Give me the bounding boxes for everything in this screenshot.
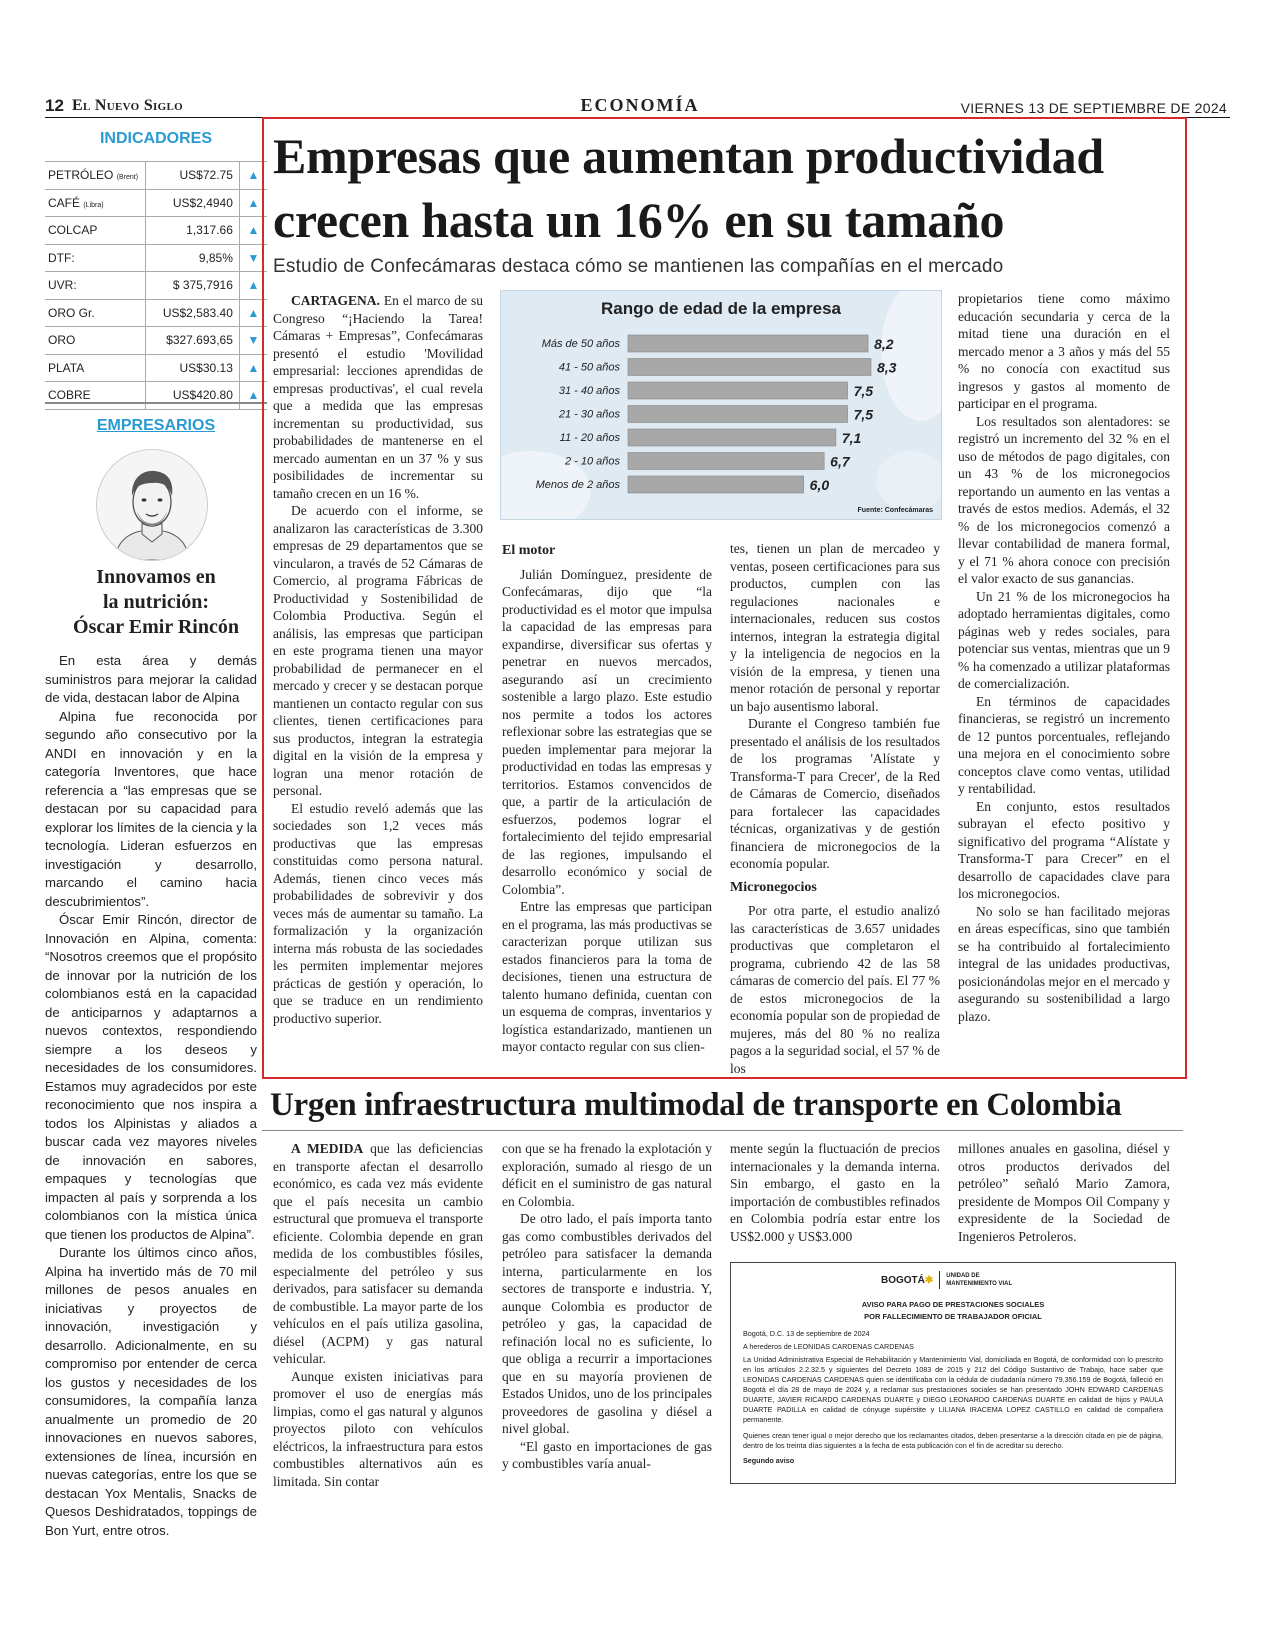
- profile-headline-line3: Óscar Emir Rincón: [73, 616, 239, 638]
- chart-bar: [628, 382, 848, 399]
- article-paragraph: En el marco de su Congreso “¡Haciendo la Tarea! Cámaras + Empresas”, Confecámaras presentó el estudio 'Movilidad empresarial: lecciones aprendidas de empresas productivas', el cual revela que a medida que las empresas incrementan su productividad, sus probabilidades de mantenerse en el mercado aumentan en un 37 % y sus posibilidades de incrementar su tamaño crecen en un 16 %.: [273, 293, 484, 501]
- chart-value-label: 8,3: [877, 359, 897, 376]
- chart-value-label: 8,2: [874, 336, 894, 352]
- article-paragraph: En términos de capacidades financieras, se registró un incremento de 12 puntos porcentuales, reflejando una mejora en el conocimiento sobre conceptos clave como ventas, utilidad y rentabilidad.: [958, 693, 1170, 796]
- chart-category-label: 21 - 30 años: [558, 408, 620, 421]
- indicator-row: [45, 161, 267, 189]
- indicator-qualifier: (Brent): [116, 174, 139, 182]
- notice-footer: Quienes crean tener igual o mejor derecho que los reclamantes citados, deben presentarse a la dirección citada en pie de página, dentro de los treinta días siguientes a la fecha de esta publicación con el fin de acreditar su derecho.: [743, 1431, 1163, 1450]
- chart-source: Fuente: Confecámaras: [857, 507, 933, 514]
- chart-value-label: 7,5: [853, 383, 874, 399]
- headline-line1: Empresas que aumentan productividad: [273, 128, 1104, 184]
- second-dateline: A MEDIDA: [291, 1141, 364, 1156]
- indicator-row: [45, 216, 267, 244]
- chart-category-label: 2 - 10 años: [564, 455, 620, 468]
- profile-avatar: [96, 449, 208, 561]
- article-paragraph: tes, tienen un plan de mercadeo y ventas, poseen certificaciones para sus productos, cumplen con las regulaciones nacionales e internacionales, reducen sus costos internos, integran la estrategia digital y la inteligencia de negocios en la visión de la empresa, y tienen una menor rotación de personal y reportar un bajo ausentismo laboral.: [730, 541, 940, 714]
- indicator-value: US$2,583.40: [145, 300, 240, 327]
- article-paragraph: “El gasto en importaciones de gas y combustibles varía anual-: [502, 1438, 712, 1471]
- arrow-down-icon: ▼: [247, 250, 260, 265]
- indicator-row: [45, 271, 267, 299]
- article-deck: Estudio de Confecámaras destaca cómo se mantienen las compañías en el mercado: [273, 256, 1004, 277]
- newspaper-name: El Nuevo Siglo: [72, 97, 183, 114]
- indicator-row: [45, 326, 267, 354]
- chart-bar: [628, 476, 804, 493]
- article-paragraph: De acuerdo con el informe, se analizaron las características de 3.300 empresas de 29 departamentos que se vincularon, a través de 52 Cámaras de Comercio, al programa Fábricas de Productividad y Sostenibilidad de Colombia Productiva. Según el análisis, las empresas que participan en este programa tienen una mayor probabilidad de permanecer en el mercado y crecer y se destacan porque mantienen un contacto regular con sus clientes, tienen certificaciones para sus productos, integran la estrategia digital en la visión de la empresa y logran una menor rotación de personal.: [273, 503, 483, 798]
- legal-notice: [730, 1262, 1176, 1484]
- article-paragraph: El estudio reveló además que las sociedades son 1,2 veces más productivas que las empresas constituidas como persona natural. Además, tienen cinco veces más probabilidades de sobrevivir y dos veces más de aumentar su tamaño. La formalización y la organización interna más robusta de las sociedades les permiten implementar mejores prácticas de gestión y operación, lo que se traduce en un rendimiento productivo superior.: [273, 800, 483, 1026]
- arrow-up-icon: ▲: [247, 195, 260, 210]
- indicator-value: $ 375,7916: [145, 272, 240, 299]
- indicator-name: COLCAP: [48, 223, 98, 238]
- headline-line2: crecen hasta un 16% en su tamaño: [273, 192, 1005, 248]
- chart-category-label: 11 - 20 años: [559, 432, 620, 444]
- second-article-headline: Urgen infraestructura multimodal de transporte en Colombia: [270, 1087, 1122, 1123]
- chart-bar: [628, 406, 848, 423]
- chart-category-label: Menos de 2 años: [535, 479, 620, 491]
- arrow-up-icon: ▲: [247, 360, 260, 375]
- arrow-up-icon: ▲: [247, 168, 260, 183]
- section-title: ECONOMÍA: [580, 95, 700, 115]
- chart-category-label: Más de 50 años: [541, 338, 620, 350]
- article-paragraph: propietarios tiene como máximo educación secundaria y cerca de la mitad tiene una duración en el mercado menor a 3 años y más del 55 % no conocía con exactitud sus ingresos y gastos al momento de participar en el programa.: [958, 291, 1170, 411]
- subhead-motor: El motor: [502, 543, 556, 558]
- profile-paragraph: En esta área y demás suministros para mejorar la calidad de vida, destacan labor de Alpina: [45, 653, 257, 705]
- age-range-chart: [500, 290, 942, 520]
- indicator-name: COBRE: [48, 388, 91, 403]
- second-article-rule: [262, 1130, 1183, 1131]
- chart-value-label: 6,0: [809, 477, 830, 493]
- arrow-up-icon: ▲: [247, 305, 260, 320]
- article-paragraph: Aunque existen iniciativas para promover el uso de energías más limpias, como el gas natural y algunos proyectos piloto con vehículos eléctricos, la infraestructura para estos combustibles alternativos aún es limitada. Sin contar: [273, 1368, 483, 1489]
- profile-headline-line1: Innovamos en: [96, 566, 216, 588]
- chart-category-label: 41 - 50 años: [558, 361, 620, 374]
- indicators-table: [45, 161, 267, 410]
- dateline: CARTAGENA.: [291, 293, 380, 308]
- indicator-value: US$2,4940: [145, 190, 240, 217]
- profile-body: [45, 652, 257, 1540]
- indicator-name: ORO: [48, 333, 76, 348]
- notice-second: Segundo aviso: [743, 1456, 795, 1465]
- chart-bar: [628, 453, 824, 470]
- chart-bar: [628, 429, 836, 446]
- second-article-column-4: [958, 1140, 1170, 1245]
- unit-name: UNIDAD DE MANTENIMIENTO VIAL: [946, 1273, 1013, 1287]
- article-paragraph: que las deficiencias en transporte afectan el desarrollo económico, es cada vez más evidente que el país necesita un cambio estructural que promueva el transporte eficiente. Colombia depende en gran medida de los combustibles fósiles, especialmente del petróleo y sus derivados, para satisfacer su demanda de combustible. La mayor parte de los vehículos en el país utiliza gasolina, diésel (ACPM) y gas natural vehicular.: [273, 1141, 483, 1366]
- article-headline: [273, 124, 1173, 252]
- indicator-row: [45, 381, 267, 410]
- arrow-up-icon: ▲: [247, 278, 260, 293]
- empresarios-title: EMPRESARIOS: [96, 417, 216, 434]
- chart-category-label: 31 - 40 años: [558, 385, 620, 397]
- notice-date: Bogotá, D.C. 13 de septiembre de 2024: [743, 1329, 870, 1338]
- article-column-2: [502, 536, 712, 1056]
- arrow-up-icon: ▲: [247, 388, 260, 403]
- chart-decoration: [876, 451, 941, 511]
- article-column-4: [958, 290, 1170, 1025]
- article-paragraph: Por otra parte, el estudio analizó las características de 3.657 unidades productivas que completaron el programa, cubriendo 42 de las 58 cámaras de comercio del país. El 77 % de estos micronegocios de la economía popular son de propiedad de mujeres, más del 80 % no realiza pagos a la seguridad social, el 57 % de los: [730, 903, 940, 1076]
- chart-value-label: 7,1: [841, 430, 862, 446]
- article-paragraph: Los resultados son alentadores: se registró un incremento del 32 % en el uso de métodos de pago digitales, con un 43 % de los micronegocios reportando un aumento en las ventas a través de estos medios. Además, el 32 % de los micronegocios comenzó a llevar contabilidad de manera formal, y el 71 % ahora conoce con precisión el valor exacto de sus ganancias.: [958, 413, 1170, 586]
- chart-title: Rango de edad de la empresa: [601, 299, 841, 318]
- indicator-row: [45, 189, 267, 217]
- notice-addressee: A herederos de LEONIDAS CARDENAS CARDENAS: [743, 1342, 914, 1351]
- article-paragraph: No solo se han facilitado mejoras en áreas específicas, sino que también se ha contribuido al fortalecimiento integral de las unidades productivas, posicionándolas mejor en el mercado y asegurando su sostenibilidad a largo plazo.: [958, 903, 1170, 1024]
- chart-bar: [628, 335, 868, 352]
- chart-value-label: 6,7: [830, 453, 850, 470]
- subhead-micronegocios: Micronegocios: [730, 879, 817, 895]
- notice-title-2: POR FALLECIMIENTO DE TRABAJADOR OFICIAL: [864, 1312, 1042, 1321]
- indicator-row: [45, 354, 267, 382]
- bogota-logo: BOGOTÁ✱: [881, 1274, 934, 1286]
- profile-paragraph: Durante los últimos cinco años, Alpina ha invertido más de 70 mil millones de pesos anuales en iniciativas y proyectos de innovación, investigación y desarrollo. Adicionalmente, en su compromiso por entender de cerca los gustos y necesidades de los consumidores, la compañía lanza anualmente un promedio de 20 innovaciones en nuevos sabores, extensiones de línea, incursión en nuevas categorías, entre los que se destacan Yox Mentalis, Snacks de Quesos Deshidratados, toppings de Bon Yurt, entre otros.: [45, 1245, 257, 1538]
- indicator-value: 1,317.66: [145, 217, 240, 244]
- indicator-value: US$72.75: [145, 162, 240, 189]
- article-column-1: [273, 292, 483, 1027]
- indicator-value: $327.693,65: [145, 327, 240, 354]
- chart-decoration: [881, 291, 941, 421]
- article-paragraph: En conjunto, estos resultados subrayan el efecto positivo y significativo del programa “Alístate y Transforma-T para Crecer” en el desarrollo de capacidades clave para los micronegocios.: [958, 798, 1170, 901]
- indicator-row: [45, 244, 267, 272]
- article-paragraph: con que se ha frenado la explotación y exploración, sumado al riesgo de un déficit en el suministro de gas natural en Colombia.: [502, 1141, 712, 1209]
- indicator-value: US$30.13: [145, 355, 240, 382]
- sidebar-divider: [45, 402, 267, 404]
- issue-date: VIERNES 13 DE SEPTIEMBRE DE 2024: [960, 100, 1227, 116]
- second-article-column-2: [502, 1140, 712, 1473]
- second-article-column-1: [273, 1140, 483, 1490]
- notice-title-1: AVISO PARA PAGO DE PRESTACIONES SOCIALES: [861, 1300, 1045, 1309]
- indicator-row: [45, 299, 267, 327]
- indicator-name: CAFÉ (Libra): [48, 195, 104, 210]
- indicator-name: ORO Gr.: [48, 305, 95, 320]
- article-paragraph: Un 21 % de los micronegocios ha adoptado herramientas digitales, como páginas web y redes sociales, para potenciar sus ventas, mientras que un 9 % ha comenzado a utilizar plataformas de comercialización.: [958, 588, 1170, 691]
- profile-headline-line2: la nutrición:: [102, 591, 210, 613]
- indicator-value: 9,85%: [145, 245, 240, 272]
- article-paragraph: mente según la fluctuación de precios internacionales y la demanda interna. Sin embargo, el gasto en la importación de combustibles refinados en Colombia podría estar entre los US$2.000 y US$3.000: [730, 1141, 940, 1244]
- indicators-title: INDICADORES: [99, 130, 212, 147]
- indicator-value: US$420.80: [145, 382, 240, 409]
- article-paragraph: millones anuales en gasolina, diésel y otros productos derivados del petróleo” señaló Mario Zamora, presidente de Mompos Oil Company y expresidente de la Sociedad de Ingenieros Petroleros.: [958, 1141, 1170, 1244]
- arrow-down-icon: ▼: [247, 333, 260, 348]
- indicator-name: UVR:: [48, 278, 77, 293]
- profile-paragraph: Óscar Emir Rincón, director de Innovación en Alpina, comenta: “Nosotros creemos que el propósito de innovar por la nutrición de los colombianos está en la capacidad de anticiparnos y adaptarnos a nuevos contextos, respondiendo siempre a los deseos y necesidades de los consumidores. Estamos muy agradecidos por este reconocimiento que nos inspira a todos los Alpinistas y aliados a buscar cada vez mayores niveles de innovación en sabores, empaques y tecnologías que impacten al país y sorprenda a los colombianos con la mística única que tienen los productos de Alpina”.: [45, 912, 257, 1242]
- article-paragraph: De otro lado, el país importa tanto gas como combustibles derivados del petróleo para satisfacer la demanda interna, particularmente en los sectores de transporte e industria. Y, aunque Colombia es productor de petróleo y gas, la capacidad de refinación local no es suficiente, lo que obliga a recurrir a importaciones que en su mayoría provienen de Estados Unidos, uno de los principales proveedores de gasolina y diésel a nivel global.: [502, 1211, 712, 1436]
- notice-body: La Unidad Administrativa Especial de Rehabilitación y Mantenimiento Vial, domiciliada en Bogotá, de conformidad con lo prescrito en los artículos 2.2.32.5 y siguientes del Decreto 1083 de 2015 y 212 del Código Sustantivo de Trabajo, hace saber que LEONIDAS CARDENAS CARDENAS quien se identificaba con la cédula de ciudadanía número 79.356.159 de Bogotá, falleció en Bogotá el día 28 de mayo de 2024 y, a reclamar sus prestaciones sociales se han presentado JOHN EDWARD CARDENAS DUARTE, JAVIER RICARDO CARDENAS DUARTE y DIEGO LEONARDO CARDENAS DUARTE en calidad de hijos y PAULA DUARTE PADILLA en calidad de cónyuge supérstite y LILIANA IRACEMA LOPEZ CASTILLO en calidad de compañera permanente.: [743, 1355, 1163, 1424]
- profile-paragraph: Alpina fue reconocida por segundo año consecutivo por la ANDI en innovación y en la categoría Inventores, que hace referencia a “las empresas que se destacan por su capacidad para explorar los límites de la ciencia y la tecnología. Lideran esfuerzos en investigación y desarrollo, marcando el camino hacia descubrimientos”.: [45, 708, 257, 909]
- chart-bar: [628, 359, 871, 376]
- second-article-column-3: [730, 1140, 940, 1245]
- indicator-name: PLATA: [48, 360, 85, 375]
- arrow-up-icon: ▲: [247, 223, 260, 238]
- article-paragraph: Entre las empresas que participan en el programa, las más productivas se caracterizan porque utilizan sus estados financieros para la toma de decisiones, tienen una estructura de talento humano definida, cuentan con un esquema de compras, inventarios y logística estandarizado, mantienen un mayor contacto regular con sus clien-: [502, 899, 712, 1054]
- article-paragraph: Durante el Congreso también fue presentado el análisis de los resultados de los programas 'Alístate y Transforma-T para Crecer', de la Red de Cámaras de Comercio, diseñados para fortalecer las capacidades técnicas, organizativas y de gestión financiera de micronegocios de la economía popular.: [730, 716, 940, 871]
- indicator-name: PETRÓLEO (Brent): [48, 168, 139, 183]
- indicator-name: DTF:: [48, 250, 75, 265]
- indicator-qualifier: (Libra): [83, 201, 104, 209]
- article-paragraph: Julián Domínguez, presidente de Confecámaras, dijo que “la productividad es el motor que impulsa la capacidad de las empresas para expandirse, diversificar sus ofertas y penetrar en nuevos mercados, asegurando así un crecimiento sostenible a largo plazo. Este estudio nos permite a todos los actores reflexionar sobre las estrategias que se pueden implementar para mejorar la productividad en todas las empresas y territorios. Estamos convencidos de que, a partir de la articulación de esfuerzos, podemos lograr el fortalecimiento del tejido empresarial de las regiones, impulsando el desarrollo económico y social de Colombia”.: [502, 566, 712, 897]
- article-column-3: [730, 540, 940, 1077]
- chart-value-label: 7,5: [853, 406, 874, 423]
- page-number: 12: [45, 96, 64, 115]
